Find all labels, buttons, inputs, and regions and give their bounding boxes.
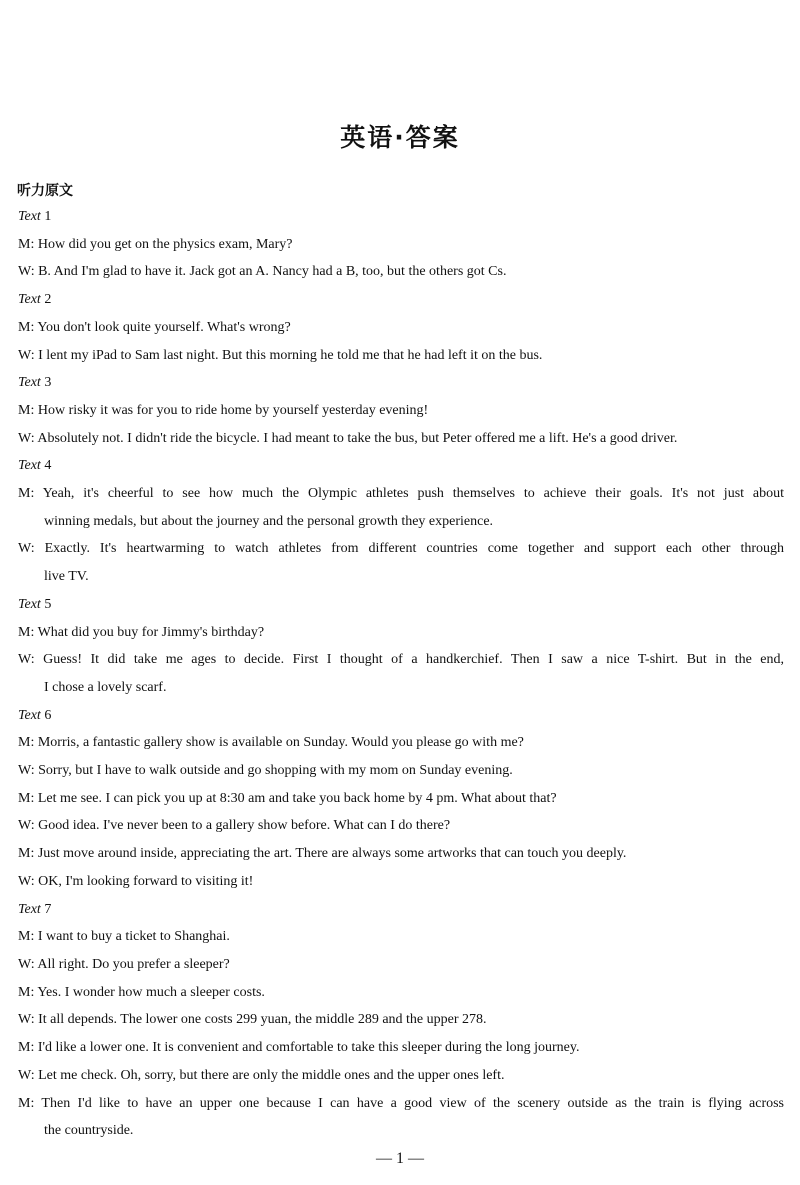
dialogue-text: Yes. I wonder how much a sleeper costs. bbox=[37, 984, 265, 1000]
text-label-number: 5 bbox=[40, 596, 52, 612]
dialogue-line: M: What did you buy for Jimmy's birthday? bbox=[18, 624, 265, 640]
page-number: — 1 — bbox=[376, 1150, 424, 1167]
text-label-number: 3 bbox=[40, 375, 52, 391]
speaker-label: M bbox=[18, 1095, 31, 1111]
speaker-label: W bbox=[18, 763, 31, 779]
dialogue-text: All right. Do you prefer a sleeper? bbox=[37, 956, 230, 972]
dialogue-line: W: Sorry, but I have to walk outside and go shopping with my mom on Sunday evening. bbox=[18, 763, 513, 779]
text-label-number: 7 bbox=[40, 901, 52, 917]
dialogue-line: M: I want to buy a ticket to Shanghai. bbox=[18, 929, 230, 945]
speaker-label: M bbox=[18, 402, 31, 418]
text-label-number: 6 bbox=[40, 707, 52, 723]
dialogue-text: It all depends. The lower one costs 299 yuan, the middle 289 and the upper 278. bbox=[38, 1012, 487, 1028]
dialogue-text: Then I'd like to have an upper one because I can have a good view of the scenery outside as the train is flying across bbox=[41, 1095, 785, 1111]
dialogue-text: the countryside. bbox=[44, 1123, 134, 1139]
dialogue-line: M: Morris, a fantastic gallery show is available on Sunday. Would you please go with me? bbox=[18, 735, 524, 751]
text-label bbox=[18, 369, 784, 397]
dialogue-line: M: I'd like a lower one. It is convenient and comfortable to take this sleeper during the long journey. bbox=[18, 1040, 580, 1056]
dialogue-line: W: OK, I'm looking forward to visiting it! bbox=[18, 873, 254, 889]
dialogue-line: M: How risky it was for you to ride home by yourself yesterday evening! bbox=[18, 402, 429, 418]
dialogue-text: You don't look quite yourself. What's wrong? bbox=[37, 319, 291, 335]
speaker-label: M bbox=[18, 236, 31, 252]
dialogue-text: I lent my iPad to Sam last night. But this morning he told me that he had left it on the bus. bbox=[38, 347, 543, 363]
dialogue-line: M: Yeah, it's cheerful to see how much the Olympic athletes push themselves to achieve their goals. It's not just about winning medals, but about the journey and the personal growth they experience. bbox=[18, 486, 784, 529]
dialogue-text: Absolutely not. I didn't ride the bicycle. I had meant to take the bus, but Peter offered me a lift. He's a good driver. bbox=[37, 430, 678, 446]
dialogue-text: Sorry, but I have to walk outside and go shopping with my mom on Sunday evening. bbox=[38, 763, 513, 779]
text-label-word: Text bbox=[18, 458, 41, 474]
dialogue-line: M: Just move around inside, appreciating the art. There are always some artworks that can touch you deeply. bbox=[18, 846, 627, 862]
speaker-label: M bbox=[18, 984, 31, 1000]
dialogue-text: Guess! It did take me ages to decide. First I thought of a handkerchief. Then I saw a nice T-shirt. But in the end, bbox=[43, 652, 784, 668]
speaker-label: M bbox=[18, 846, 31, 862]
dialogue-text: I chose a lovely scarf. bbox=[44, 679, 167, 695]
text-label-number: 2 bbox=[40, 292, 52, 308]
speaker-label: W bbox=[18, 818, 31, 834]
section-heading: 听力原文 bbox=[17, 183, 73, 199]
speaker-label: M bbox=[18, 1040, 31, 1056]
speaker-label: M bbox=[18, 790, 31, 806]
dialogue-text: Just move around inside, appreciating the art. There are always some artworks that can touch you deeply. bbox=[37, 846, 627, 862]
transcript bbox=[18, 203, 784, 1145]
speaker-label: W bbox=[18, 1067, 31, 1083]
dialogue-text: Morris, a fantastic gallery show is available on Sunday. Would you please go with me? bbox=[37, 735, 524, 751]
dialogue-line: W: Good idea. I've never been to a gallery show before. What can I do there? bbox=[18, 818, 451, 834]
dialogue-text: OK, I'm looking forward to visiting it! bbox=[38, 873, 254, 889]
dialogue-line: M: Yes. I wonder how much a sleeper costs. bbox=[18, 984, 265, 1000]
dialogue-text: B. And I'm glad to have it. Jack got an A. Nancy had a B, too, but the others got Cs. bbox=[38, 264, 507, 280]
dialogue-line: W: Guess! It did take me ages to decide. First I thought of a handkerchief. Then I saw a nice T-shirt. But in the end, I chose a lovely scarf. bbox=[18, 652, 784, 695]
dialogue-line: M: Let me see. I can pick you up at 8:30 am and take you back home by 4 pm. What about that? bbox=[18, 790, 557, 806]
dialogue-text: What did you buy for Jimmy's birthday? bbox=[37, 624, 265, 640]
dialogue-text: live TV. bbox=[44, 569, 89, 585]
speaker-label: W bbox=[18, 956, 31, 972]
dialogue-line: M: How did you get on the physics exam, Mary? bbox=[18, 236, 293, 252]
dialogue-text: Let me see. I can pick you up at 8:30 am and take you back home by 4 pm. What about that? bbox=[37, 790, 557, 806]
dialogue-text: How did you get on the physics exam, Mary? bbox=[37, 236, 293, 252]
page-title: 英语·答案 bbox=[340, 123, 460, 152]
dialogue-text: winning medals, but about the journey and the personal growth they experience. bbox=[44, 513, 494, 529]
dialogue-line: M: Then I'd like to have an upper one because I can have a good view of the scenery outside as the train is flying across the countryside. bbox=[18, 1095, 785, 1139]
dialogue-text: I want to buy a ticket to Shanghai. bbox=[37, 929, 230, 945]
text-label bbox=[18, 452, 784, 480]
text-label bbox=[18, 702, 784, 730]
speaker-label: M bbox=[18, 735, 31, 751]
text-label-word: Text bbox=[18, 901, 41, 917]
dialogue-line: W: All right. Do you prefer a sleeper? bbox=[18, 956, 230, 972]
dialogue-line: M: You don't look quite yourself. What's wrong? bbox=[18, 319, 291, 335]
text-label-word: Text bbox=[18, 375, 41, 391]
speaker-label: W bbox=[18, 541, 31, 557]
dialogue-text: How risky it was for you to ride home by yourself yesterday evening! bbox=[37, 402, 429, 418]
dialogue-line: W: Let me check. Oh, sorry, but there are only the middle ones and the upper ones left. bbox=[18, 1067, 505, 1083]
text-label bbox=[18, 591, 784, 619]
dialogue-line: W: It all depends. The lower one costs 299 yuan, the middle 289 and the upper 278. bbox=[18, 1012, 487, 1028]
speaker-label: M bbox=[18, 624, 31, 640]
dialogue-line: W: Absolutely not. I didn't ride the bicycle. I had meant to take the bus, but Peter offered me a lift. He's a good driver. bbox=[18, 430, 678, 446]
text-label-number: 4 bbox=[40, 458, 52, 474]
dialogue-text: Exactly. It's heartwarming to watch athletes from different countries come together and support each other through bbox=[44, 541, 785, 557]
dialogue-text: I'd like a lower one. It is convenient and comfortable to take this sleeper during the long journey. bbox=[37, 1040, 580, 1056]
dialogue-text: Let me check. Oh, sorry, but there are only the middle ones and the upper ones left. bbox=[38, 1067, 505, 1083]
text-label-word: Text bbox=[18, 707, 41, 723]
speaker-label: M bbox=[18, 486, 31, 502]
text-label bbox=[18, 286, 784, 314]
dialogue-line: W: I lent my iPad to Sam last night. But this morning he told me that he had left it on the bus. bbox=[18, 347, 543, 363]
dialogue-text: Good idea. I've never been to a gallery show before. What can I do there? bbox=[38, 818, 451, 834]
dialogue-text: Yeah, it's cheerful to see how much the Olympic athletes push themselves to achieve their goals. It's not just about bbox=[42, 486, 784, 502]
speaker-label: W bbox=[18, 1012, 31, 1028]
text-label bbox=[18, 896, 784, 924]
speaker-label: W bbox=[18, 873, 31, 889]
dialogue-line: W: Exactly. It's heartwarming to watch athletes from different countries come together and support each other through live TV. bbox=[18, 541, 785, 585]
text-label-word: Text bbox=[18, 209, 41, 224]
text-label-number: 1 bbox=[40, 209, 52, 224]
text-label bbox=[18, 203, 784, 231]
speaker-label: M bbox=[18, 319, 31, 335]
dialogue-line: W: B. And I'm glad to have it. Jack got an A. Nancy had a B, too, but the others got Cs. bbox=[18, 264, 507, 280]
speaker-label: W bbox=[18, 652, 31, 668]
speaker-label: W bbox=[18, 264, 31, 280]
text-label-word: Text bbox=[18, 292, 41, 308]
speaker-label: W bbox=[18, 430, 31, 446]
text-label-word: Text bbox=[18, 596, 41, 612]
speaker-label: W bbox=[18, 347, 31, 363]
speaker-label: M bbox=[18, 929, 31, 945]
